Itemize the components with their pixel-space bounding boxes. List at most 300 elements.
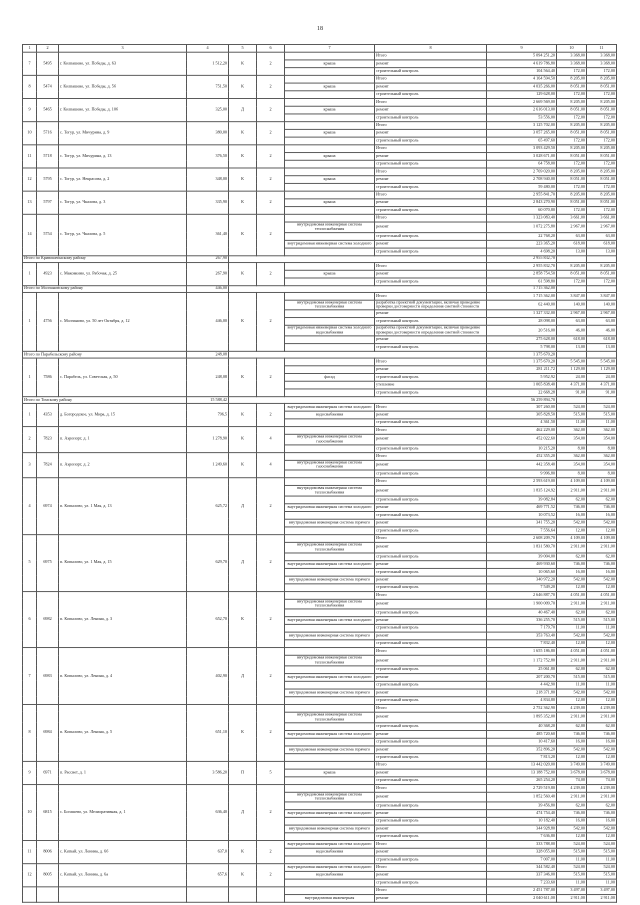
work-type — [285, 445, 375, 453]
max-unit-cost: 362,00 — [587, 452, 617, 460]
unit-cost: 16,00 — [557, 568, 587, 576]
max-unit-cost: 172,00 — [587, 160, 617, 168]
work-type — [285, 232, 375, 240]
work-type: крыша — [285, 153, 375, 161]
max-unit-cost: 12,00 — [587, 753, 617, 761]
header-cell: 1 — [23, 44, 37, 52]
address: п. Копылово, ул. 1 Мая, д. 13 — [59, 478, 187, 535]
table-row — [23, 99, 617, 107]
total-area: 335,90 — [187, 191, 229, 214]
cost-item: строительный контроль — [375, 389, 487, 397]
cost-amount: 1 655 186,80 — [487, 648, 557, 656]
total-area: 248,08 — [187, 358, 229, 397]
unit-cost: 515,00 — [557, 617, 587, 625]
cost-item: строительный контроль — [375, 137, 487, 145]
floors: 2 — [257, 168, 285, 191]
unit-cost: 5 545,00 — [557, 358, 587, 366]
row-number: 13 — [23, 191, 37, 214]
total-area: 267,90 — [187, 262, 229, 285]
house-id: 7586 — [37, 358, 59, 397]
cost-item: строительный контроль — [375, 802, 487, 810]
unit-cost: 8 205,00 — [557, 75, 587, 83]
work-type — [285, 738, 375, 746]
cost-amount: 442 358,40 — [487, 460, 557, 470]
unit-cost: 16,00 — [557, 738, 587, 746]
work-type — [285, 99, 375, 107]
cost-amount: 2 955 841,70 — [487, 191, 557, 199]
work-type — [285, 802, 375, 810]
cost-amount: 336 255,70 — [487, 617, 557, 625]
unit-cost: 172,00 — [557, 183, 587, 191]
cost-item: строительный контроль — [375, 114, 487, 122]
work-type: внутридомовая инженерная система холодного — [285, 864, 375, 872]
unit-cost: 74,00 — [557, 776, 587, 784]
max-unit-cost: 2 967,00 — [587, 310, 617, 318]
address: п. Копылово, ул. Ленина, д. 4 — [59, 648, 187, 705]
total-area: 637,0 — [187, 841, 229, 864]
work-type: водоснабжения — [285, 872, 375, 880]
unit-cost: 618,00 — [557, 240, 587, 248]
work-type: внутридомовая инженерная — [285, 895, 375, 903]
cost-amount: 1 831 580,70 — [487, 542, 557, 552]
work-type: крыша — [285, 176, 375, 184]
max-unit-cost: 542,00 — [587, 576, 617, 584]
max-unit-cost: 172,00 — [587, 207, 617, 215]
cost-item: ремонт — [375, 895, 487, 903]
address: п. Аэропорт, д. 1 — [59, 427, 187, 453]
row-number: 1 — [23, 358, 37, 397]
work-type: внутридомовая инженерная система теплоснабжения — [285, 300, 375, 310]
work-type: внутридомовая инженерная система холодного — [285, 617, 375, 625]
work-type: внутридомовая инженерная система теплоснабжения — [285, 222, 375, 232]
cost-amount: 4 698,20 — [487, 248, 557, 256]
work-type: внутридомовая инженерная система горячего — [285, 576, 375, 584]
total-area: 446,00 — [187, 292, 229, 351]
cost-amount: 218 371,80 — [487, 689, 557, 697]
cost-amount: 2 955 832,70 — [487, 262, 557, 270]
house-id: 5797 — [37, 191, 59, 214]
subtotal-area: 248,08 — [187, 351, 229, 358]
max-unit-cost: 4 239,00 — [587, 784, 617, 792]
work-type: внутридомовая инженерная система холодного — [285, 560, 375, 568]
address: г. Колпашево, ул. Победы, д. 63 — [59, 52, 187, 75]
work-type — [285, 856, 375, 864]
address: с. Парабель, ул. Советская, д. 50 — [59, 358, 187, 397]
max-unit-cost: 2 911,00 — [587, 792, 617, 802]
cost-amount: 1 375 670,20 — [487, 358, 557, 366]
row-number: 3 — [23, 452, 37, 478]
max-unit-cost: 12,00 — [587, 527, 617, 535]
max-unit-cost: 172,00 — [587, 114, 617, 122]
max-unit-cost: 172,00 — [587, 91, 617, 99]
unit-cost: 542,00 — [557, 689, 587, 697]
max-unit-cost: 3 847,00 — [587, 292, 617, 300]
cost-item: ремонт — [375, 542, 487, 552]
cost-amount: 3 028 671,00 — [487, 153, 557, 161]
max-unit-cost: 542,00 — [587, 746, 617, 754]
max-unit-cost: 2 911,00 — [587, 542, 617, 552]
unit-cost: 8 205,00 — [557, 262, 587, 270]
unit-cost: 46,00 — [557, 326, 587, 336]
work-type: внутридомовая инженерная система холодного — [285, 240, 375, 248]
floors: 2 — [257, 704, 285, 761]
max-unit-cost: 542,00 — [587, 519, 617, 527]
unit-cost: 8 051,00 — [557, 176, 587, 184]
floors: 2 — [257, 145, 285, 168]
total-area: 651,10 — [187, 704, 229, 761]
cost-item: Итого — [375, 122, 487, 130]
cost-amount: 1 715 362,00 — [487, 292, 557, 300]
floors: 2 — [257, 292, 285, 351]
table-row — [23, 262, 617, 270]
subtotal-area: 267,90 — [187, 255, 229, 262]
unit-cost: 11,00 — [557, 681, 587, 689]
unit-cost: 8 051,00 — [557, 270, 587, 278]
max-unit-cost: 524,00 — [587, 864, 617, 872]
cost-amount: 7 813,20 — [487, 753, 557, 761]
unit-cost: 63,00 — [557, 232, 587, 240]
unit-cost: 4 371,00 — [557, 381, 587, 389]
floors: 2 — [257, 403, 285, 426]
cost-item: строительный контроль — [375, 373, 487, 381]
cost-item: строительный контроль — [375, 160, 487, 168]
address: п. Копылово, ул. Ленина, д. 5 — [59, 704, 187, 761]
max-unit-cost: 618,00 — [587, 240, 617, 248]
cost-amount: 452 355,20 — [487, 452, 557, 460]
unit-cost: 12,00 — [557, 753, 587, 761]
cost-item: ремонт — [375, 730, 487, 738]
unit-cost: 542,00 — [557, 746, 587, 754]
cost-amount: 2 040 611,00 — [487, 895, 557, 903]
cost-item: ремонт — [375, 712, 487, 722]
unit-cost: 3 368,00 — [557, 60, 587, 68]
total-area: 652,70 — [187, 591, 229, 648]
floors: 2 — [257, 535, 285, 592]
unit-cost: 515,00 — [557, 411, 587, 419]
row-number: 8 — [23, 75, 37, 98]
unit-cost: 2 967,00 — [557, 222, 587, 232]
total-area: 1 512,20 — [187, 52, 229, 75]
header-cell: 4 — [187, 44, 229, 52]
floors: 4 — [257, 452, 285, 478]
cost-amount: 61 598,80 — [487, 278, 557, 286]
work-type: внутридомовая инженерная система холодного — [285, 730, 375, 738]
empty-cell — [587, 397, 617, 404]
unit-cost: 12,00 — [557, 697, 587, 705]
unit-cost: 8 051,00 — [557, 153, 587, 161]
table-row — [23, 403, 617, 411]
unit-cost: 3 661,00 — [557, 214, 587, 222]
empty-cell — [557, 255, 587, 262]
work-type — [285, 191, 375, 199]
cost-item: Итого — [375, 358, 487, 366]
unit-cost: 12,00 — [557, 583, 587, 591]
cost-amount: 4 361,50 — [487, 419, 557, 427]
cost-item: ремонт — [375, 153, 487, 161]
unit-cost: 2 911,00 — [557, 895, 587, 903]
table-row — [23, 784, 617, 792]
empty-cell — [587, 351, 617, 358]
subtotal-label: Итого по Кривошеинскому району — [23, 255, 187, 262]
cost-item: ремонт — [375, 872, 487, 880]
cost-item: Итого — [375, 864, 487, 872]
cost-amount: 5 798,00 — [487, 344, 557, 352]
max-unit-cost: 12,00 — [587, 583, 617, 591]
cost-item: ремонт — [375, 129, 487, 137]
house-id: 5716 — [37, 122, 59, 145]
cost-item: ремонт — [375, 848, 487, 856]
unit-cost: 746,00 — [557, 504, 587, 512]
max-unit-cost: 12,00 — [587, 697, 617, 705]
cost-item: строительный контроль — [375, 609, 487, 617]
cost-amount: 129 628,00 — [487, 91, 557, 99]
unit-cost: 8 051,00 — [557, 199, 587, 207]
work-type: внутридомовая инженерная система теплоснабжения — [285, 712, 375, 722]
work-type — [285, 278, 375, 286]
unit-cost: 63,00 — [557, 318, 587, 326]
max-unit-cost: 8 205,00 — [587, 99, 617, 107]
table-row — [23, 168, 617, 176]
wall-material: К — [229, 841, 257, 864]
work-type: крыша — [285, 83, 375, 91]
house-id: 6815 — [37, 784, 59, 841]
cost-amount: 20 516,00 — [487, 326, 557, 336]
table-row — [23, 191, 617, 199]
cost-item: строительный контроль — [375, 91, 487, 99]
max-unit-cost: 13,00 — [587, 248, 617, 256]
work-type: крыша — [285, 769, 375, 777]
address: п. Аэропорт, д. 2 — [59, 452, 187, 478]
cost-amount: 1 852 560,40 — [487, 792, 557, 802]
cost-item: Итого — [375, 535, 487, 543]
max-unit-cost: 62,00 — [587, 496, 617, 504]
wall-material: К — [229, 358, 257, 397]
work-type — [285, 381, 375, 389]
cost-item: строительный контроль — [375, 553, 487, 561]
cost-amount: 65 497,60 — [487, 137, 557, 145]
cost-amount: 10 417,60 — [487, 738, 557, 746]
cost-amount: 1 895 352,00 — [487, 712, 557, 722]
floors: 2 — [257, 841, 285, 864]
unit-cost: 12,00 — [557, 833, 587, 841]
cost-amount: 2 608 209,70 — [487, 535, 557, 543]
cost-amount: 265 254,20 — [487, 776, 557, 784]
cost-amount: 4 619 786,80 — [487, 60, 557, 68]
table-row — [23, 52, 617, 60]
max-unit-cost: 2 911,00 — [587, 895, 617, 903]
cost-amount: 1 835 124,92 — [487, 486, 557, 496]
table-row — [23, 75, 617, 83]
work-type — [285, 553, 375, 561]
unit-cost: 515,00 — [557, 848, 587, 856]
unit-cost: 12,00 — [557, 640, 587, 648]
floors: 5 — [257, 761, 285, 784]
work-type — [285, 879, 375, 887]
cost-amount: 7 556,64 — [487, 527, 557, 535]
cost-amount: 53 556,00 — [487, 114, 557, 122]
address: с. Тогур, ул. Некрасова, д. 2 — [59, 168, 187, 191]
cost-amount: 7 233,60 — [487, 879, 557, 887]
cost-item: ремонт — [375, 199, 487, 207]
unit-cost: 524,00 — [557, 864, 587, 872]
work-type — [285, 183, 375, 191]
max-unit-cost: 11,00 — [587, 879, 617, 887]
unit-cost: 8 051,00 — [557, 106, 587, 114]
total-area: 348,00 — [187, 168, 229, 191]
wall-material: Д — [229, 99, 257, 122]
row-number: 11 — [23, 145, 37, 168]
address: п. Копылово, ул. 1 Мая, д. 15 — [59, 535, 187, 592]
address: с. Тогур, ул. Чкалова, д. 3 — [59, 191, 187, 214]
subtotal-row — [23, 285, 617, 292]
max-unit-cost: 24,00 — [587, 373, 617, 381]
work-type — [285, 114, 375, 122]
header-cell: 3 — [59, 44, 187, 52]
total-area: 3 586,20 — [187, 761, 229, 784]
wall-material: К — [229, 262, 257, 285]
unit-cost: 172,00 — [557, 160, 587, 168]
cost-item: Итого — [375, 427, 487, 435]
cost-amount: 2 769 020,00 — [487, 168, 557, 176]
cost-item: ремонт — [375, 176, 487, 184]
house-id: 8005 — [37, 864, 59, 887]
wall-material: К — [229, 864, 257, 887]
cost-item: ремонт — [375, 486, 487, 496]
wall-material: К — [229, 292, 257, 351]
cost-item: ремонт — [375, 599, 487, 609]
max-unit-cost: 8 051,00 — [587, 176, 617, 184]
work-type — [285, 753, 375, 761]
table-row — [23, 478, 617, 486]
cost-item: строительный контроль — [375, 232, 487, 240]
unit-cost: 4 109,00 — [557, 535, 587, 543]
table-row — [23, 427, 617, 435]
house-id: 5795 — [37, 168, 59, 191]
cost-item: строительный контроль — [375, 445, 487, 453]
cost-amount: 2 669 569,00 — [487, 99, 557, 107]
cost-amount: 340 972,20 — [487, 576, 557, 584]
work-type — [285, 625, 375, 633]
work-type: крыша — [285, 106, 375, 114]
empty-cell — [587, 255, 617, 262]
unit-cost: 16,00 — [557, 511, 587, 519]
cost-item: строительный контроль — [375, 640, 487, 648]
unit-cost: 2 911,00 — [557, 542, 587, 552]
cost-amount: 1 072 275,80 — [487, 222, 557, 232]
cost-amount: 10 215,20 — [487, 445, 557, 453]
cost-amount: 3 057 265,00 — [487, 129, 557, 137]
table-row — [23, 864, 617, 872]
cost-amount: 7 007,00 — [487, 856, 557, 864]
cost-item: Итого — [375, 168, 487, 176]
work-type — [285, 292, 375, 300]
unit-cost: 542,00 — [557, 576, 587, 584]
max-unit-cost: 8 205,00 — [587, 168, 617, 176]
total-area: 402,90 — [187, 648, 229, 705]
empty-cell — [229, 397, 487, 404]
cost-amount: 39 456,80 — [487, 802, 557, 810]
unit-cost: 542,00 — [557, 825, 587, 833]
floors: 2 — [257, 648, 285, 705]
max-unit-cost: 16,00 — [587, 568, 617, 576]
cost-item: Итого — [375, 145, 487, 153]
cost-amount: 275 628,00 — [487, 336, 557, 344]
cost-amount: 4 442,90 — [487, 681, 557, 689]
address: с. Тогур, ул. Мичурина, д. 9 — [59, 122, 187, 145]
unit-cost: 11,00 — [557, 419, 587, 427]
work-type — [285, 160, 375, 168]
table-row — [23, 535, 617, 543]
max-unit-cost: 362,00 — [587, 427, 617, 435]
work-type — [285, 833, 375, 841]
cost-amount: 4 035 266,00 — [487, 83, 557, 91]
subtotal-area: 446,00 — [187, 285, 229, 292]
cost-amount: 2 752 362,90 — [487, 704, 557, 712]
work-type — [285, 527, 375, 535]
cost-item: строительный контроль — [375, 568, 487, 576]
cost-item: строительный контроль — [375, 496, 487, 504]
work-type — [285, 568, 375, 576]
unit-cost: 746,00 — [557, 730, 587, 738]
max-unit-cost: 2 911,00 — [587, 712, 617, 722]
unit-cost: 4 239,00 — [557, 784, 587, 792]
max-unit-cost: 8 051,00 — [587, 106, 617, 114]
max-unit-cost: 46,00 — [587, 326, 617, 336]
table-row — [23, 145, 617, 153]
max-unit-cost: 3 661,00 — [587, 214, 617, 222]
cost-item: ремонт — [375, 310, 487, 318]
cost-item: ремонт — [375, 106, 487, 114]
empty-cell — [229, 351, 487, 358]
cost-item: строительный контроль — [375, 776, 487, 784]
max-unit-cost: 2 911,00 — [587, 486, 617, 496]
cost-amount: 62 440,00 — [487, 300, 557, 310]
cost-item: строительный контроль — [375, 666, 487, 674]
row-number: 7 — [23, 648, 37, 705]
total-area: 629,70 — [187, 535, 229, 592]
cost-item: разработка проектной документации, включая проведение проверки достоверности определения сметной стоимости — [375, 300, 487, 310]
table-row — [23, 292, 617, 300]
unit-cost: 13,00 — [557, 248, 587, 256]
max-unit-cost: 8 051,00 — [587, 270, 617, 278]
cost-amount: 1 172 752,80 — [487, 656, 557, 666]
max-unit-cost: 3 368,00 — [587, 52, 617, 60]
total-area: 1 249,60 — [187, 452, 229, 478]
cost-item: строительный контроль — [375, 344, 487, 352]
empty-cell — [59, 887, 187, 902]
cost-amount: 10 073,52 — [487, 511, 557, 519]
cost-amount: 344 928,80 — [487, 825, 557, 833]
header-cell: 6 — [257, 44, 285, 52]
table-row — [23, 122, 617, 130]
wall-material: К — [229, 75, 257, 98]
cost-amount: 352 896,20 — [487, 746, 557, 754]
cost-amount: 28 098,00 — [487, 318, 557, 326]
subtotal-row — [23, 351, 617, 358]
max-unit-cost: 515,00 — [587, 848, 617, 856]
max-unit-cost: 11,00 — [587, 856, 617, 864]
cost-item: строительный контроль — [375, 583, 487, 591]
unit-cost: 91,00 — [557, 389, 587, 397]
address: д. Богородское, ул. Мира, д. 15 — [59, 403, 187, 426]
subtotal-row — [23, 397, 617, 404]
cost-item: ремонт — [375, 434, 487, 444]
cost-item: ремонт — [375, 336, 487, 344]
row-number: 8 — [23, 704, 37, 761]
unit-cost: 515,00 — [557, 674, 587, 682]
work-type — [285, 75, 375, 83]
cost-amount: 7 179,70 — [487, 625, 557, 633]
